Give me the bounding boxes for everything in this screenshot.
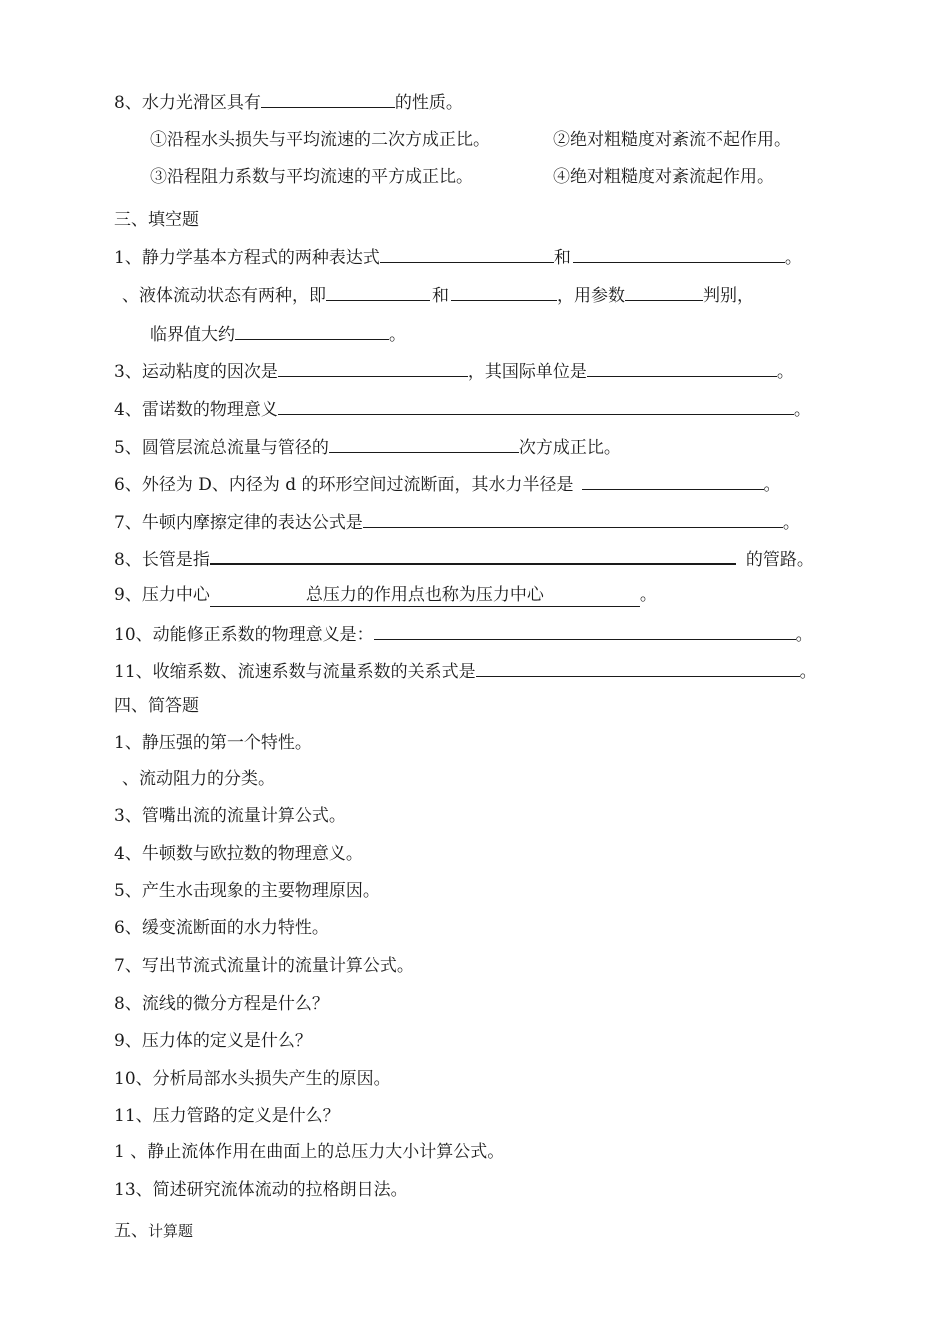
option-3: ③沿程阻力系数与平均流速的平方成正比。 — [150, 167, 473, 187]
question-text: 总压力的作用点也称为压力中心 — [305, 585, 544, 605]
fill-question-5 — [114, 435, 621, 459]
answer-blank — [363, 510, 783, 528]
question-text: 6、外径为 D、内径为 d 的环形空间过流断面，其水力半径是 — [114, 475, 574, 495]
heading-number: 五、 — [114, 1221, 148, 1241]
question-text: 10、动能修正系数的物理意义是： — [114, 625, 374, 645]
question-text: 。 — [639, 585, 657, 605]
short-question: 5、产生水击现象的主要物理原因。 — [114, 881, 380, 901]
fill-question-8 — [114, 546, 814, 571]
fill-question-6 — [114, 472, 781, 496]
question-text: 1、静力学基本方程式的两种表达式 — [114, 248, 380, 268]
short-question: 、流动阻力的分类。 — [122, 769, 275, 789]
answer-blank — [278, 397, 794, 415]
short-question: 11、压力管路的定义是什么？ — [114, 1106, 340, 1126]
answer-blank — [374, 622, 796, 640]
short-question: 13、简述研究流体流动的拉格朗日法。 — [114, 1180, 408, 1200]
question-text: 。 — [795, 625, 813, 645]
answer-blank — [573, 245, 785, 263]
question-text: 11、收缩系数、流速系数与流量系数的关系式是 — [114, 662, 476, 682]
question-text: 和 — [432, 286, 449, 306]
answer-blank — [261, 90, 395, 108]
answer-blank — [582, 472, 764, 490]
answer-blank — [587, 359, 777, 377]
question-text: 。 — [389, 325, 406, 345]
question-text: 7、牛顿内摩擦定律的表达公式是 — [114, 513, 363, 533]
question-text: 9、压力中心 — [114, 585, 210, 605]
question-text: ，用参数 — [557, 286, 625, 306]
question-text: 。 — [776, 362, 794, 382]
question-8-stem — [114, 90, 463, 114]
question-text: 临界值大约 — [150, 325, 235, 345]
short-question: 7、写出节流式流量计的流量计算公式。 — [114, 956, 414, 976]
short-question: 1 、静止流体作用在曲面上的总压力大小计算公式。 — [114, 1142, 505, 1162]
answer-blank — [451, 283, 557, 301]
question-text: 。 — [763, 475, 781, 495]
answer-blank — [476, 659, 800, 677]
fill-question-10 — [114, 622, 813, 646]
question-text: 。 — [782, 513, 800, 533]
answer-blank — [235, 322, 389, 340]
question-text: 8、水力光滑区具有 — [114, 93, 261, 113]
question-text: 。 — [784, 248, 802, 268]
answer-blank — [210, 546, 736, 565]
fill-question-1 — [114, 245, 802, 269]
fill-question-7 — [114, 510, 800, 534]
question-text: 。 — [793, 400, 811, 420]
short-question: 4、牛顿数与欧拉数的物理意义。 — [114, 844, 363, 864]
answer-blank — [329, 435, 519, 453]
answer-blank — [380, 245, 554, 263]
question-text: 次方成正比。 — [518, 438, 621, 458]
option-2: ②绝对粗糙度对紊流不起作用。 — [553, 130, 791, 150]
short-question: 6、缓变流断面的水力特性。 — [114, 918, 329, 938]
question-text: 、液体流动状态有两种，即 — [122, 286, 326, 306]
short-question: 3、管嘴出流的流量计算公式。 — [114, 806, 346, 826]
fill-question-9 — [114, 584, 657, 607]
section-heading-fill-in: 三、填空题 — [114, 210, 199, 230]
short-question: 8、流线的微分方程是什么？ — [114, 994, 329, 1014]
question-text: 5、圆管层流总流量与管径的 — [114, 438, 329, 458]
short-question: 9、压力体的定义是什么？ — [114, 1031, 312, 1051]
fill-question-4 — [114, 397, 811, 421]
question-text: 。 — [799, 662, 817, 682]
heading-text: 计算题 — [148, 1222, 194, 1240]
option-4: ④绝对粗糙度对紊流起作用。 — [553, 167, 774, 187]
fill-question-3 — [114, 359, 794, 383]
option-1: ①沿程水头损失与平均流速的二次方成正比。 — [150, 130, 490, 150]
underlined-answer — [210, 584, 640, 607]
short-question: 10、分析局部水头损失产生的原因。 — [114, 1069, 391, 1089]
question-text: 的性质。 — [394, 93, 463, 113]
question-text: 的管路。 — [745, 550, 814, 570]
fill-question-2-cont — [150, 322, 406, 346]
answer-blank — [278, 359, 468, 377]
question-text: 4、雷诺数的物理意义 — [114, 400, 278, 420]
section-heading-calculation — [114, 1220, 193, 1242]
question-text: 判别， — [703, 286, 754, 306]
fill-question-2 — [122, 283, 754, 307]
question-text: 3、运动粘度的因次是 — [114, 362, 278, 382]
question-text: 和 — [553, 248, 571, 268]
question-text: ，其国际单位是 — [467, 362, 587, 382]
question-text: 8、长管是指 — [114, 550, 210, 570]
section-heading-short-answer: 四、简答题 — [114, 696, 199, 716]
fill-question-11 — [114, 659, 817, 683]
answer-blank — [326, 283, 430, 301]
short-question: 1、静压强的第一个特性。 — [114, 733, 312, 753]
answer-blank — [625, 283, 703, 301]
